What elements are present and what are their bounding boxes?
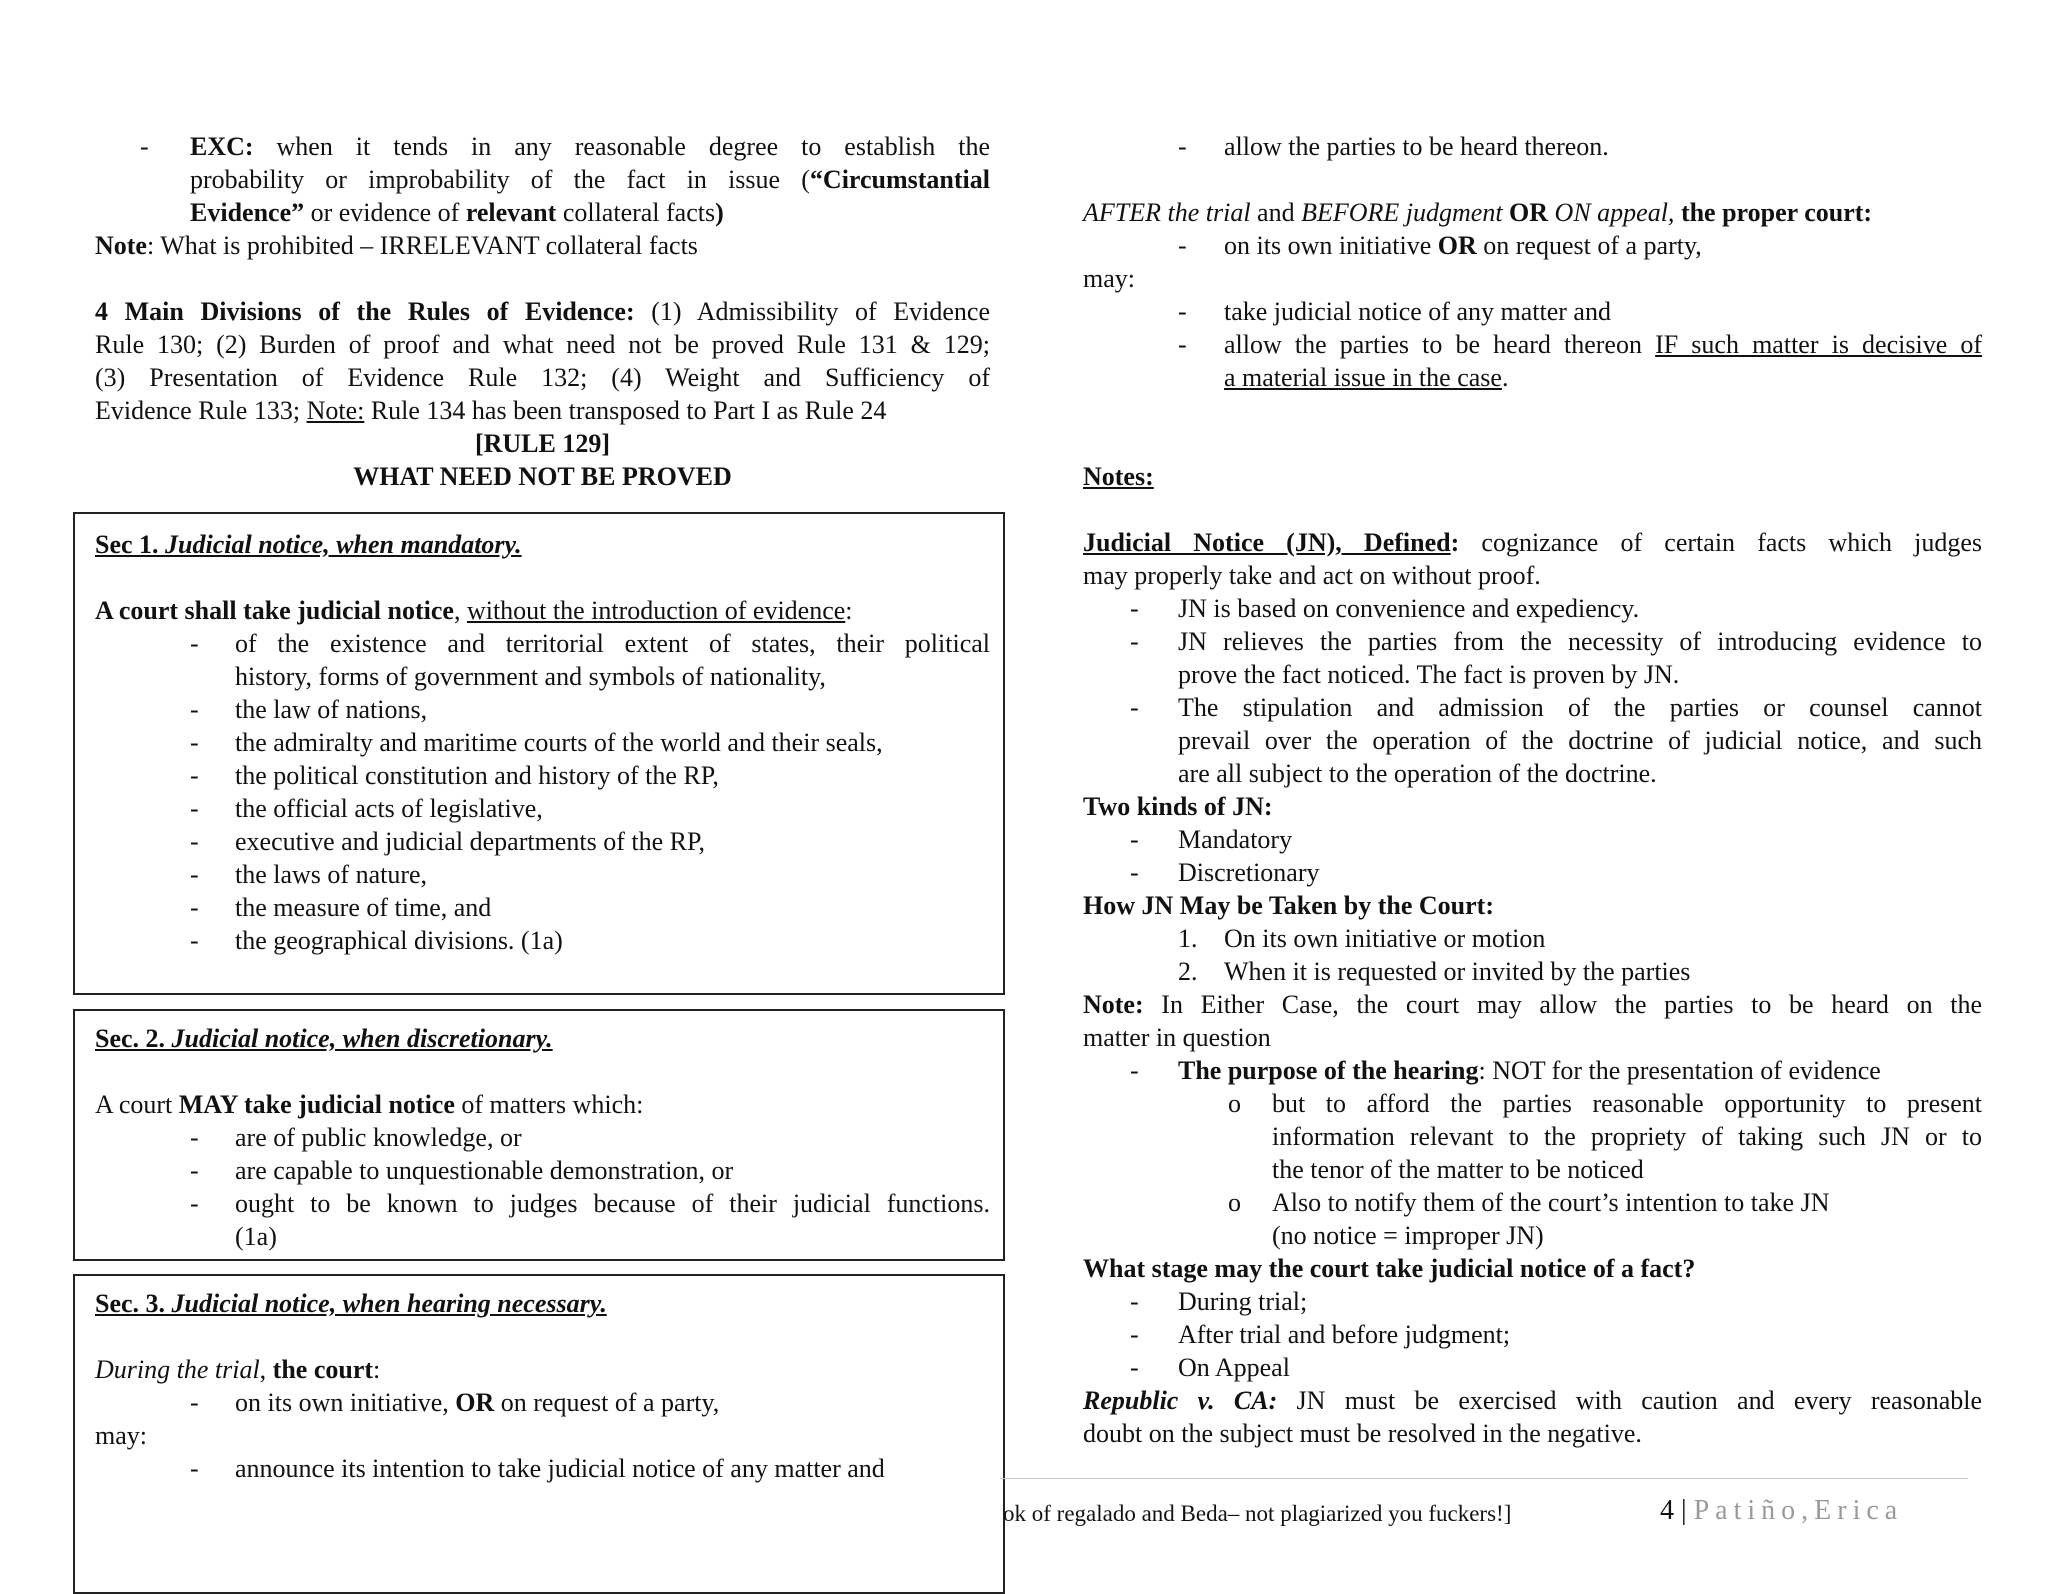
bullet-dash: - [1130,1056,1139,1085]
list-item: On Appeal [1178,1353,1290,1382]
bullet-dash: - [1178,297,1187,326]
list-item: the admiralty and maritime courts of the world and their seals, [235,728,883,757]
sec1-number: Sec 1. [95,530,166,559]
sec3-item1-c: on request of a party, [494,1388,720,1417]
exc-text-2: probability or improbability of the fact in issue ( [190,165,810,194]
list-item: JN is based on convenience and expediency. [1178,594,1640,623]
exc-relevant: relevant [465,198,557,227]
after-a: AFTER the trial [1083,198,1251,227]
list-item: the political constitution and history of the RP, [235,761,719,790]
bullet-dash: - [190,761,199,790]
purpose-text: : NOT for the presentation of evidence [1478,1056,1881,1085]
list-item: are capable to unquestionable demonstration, or [235,1156,734,1185]
list-item: (1a) [235,1222,277,1251]
rule-title: WHAT NEED NOT BE PROVED [353,462,732,491]
list-item: are all subject to the operation of the doctrine. [1178,759,1657,788]
sec1-intro-colon: : [845,596,853,625]
bullet-dash: - [1130,858,1139,887]
bullet-dash: - [190,1189,199,1218]
list-item: allow the parties to be heard thereon. [1224,132,1609,161]
how-heading: How JN May be Taken by the Court: [1083,891,1494,920]
list-item: executive and judicial departments of the RP, [235,827,706,856]
jn-def-colon: : [1450,528,1460,557]
sec3-title [95,1287,607,1320]
bullet-dash: - [1130,1287,1139,1316]
sec1-heading: Judicial notice, when mandatory. [165,530,522,559]
stage-heading: What stage may the court take judicial notice of a fact? [1083,1254,1696,1283]
may-label: may: [1083,264,1135,293]
sub-list-item: Also to notify them of the court’s intention to take JN [1272,1188,1830,1217]
list-item: After trial and before judgment; [1178,1320,1511,1349]
bullet-dash: - [190,629,199,658]
list-item: JN relieves the parties from the necessity of introducing evidence to [1178,627,1982,656]
sec3-intro-bold: the court [272,1355,374,1384]
bullet-dash: - [1130,1320,1139,1349]
list-item [235,1386,719,1419]
footer-rule [1000,1478,1968,1479]
sec3-may: may: [95,1421,147,1450]
list-item [1178,1054,1881,1087]
list-item [1224,361,1508,394]
list-item: the law of nations, [235,695,428,724]
list-item: The stipulation and admission of the parties or counsel cannot [1178,693,1982,722]
after-trial-line [1083,196,1872,229]
list-item: On its own initiative or motion [1224,924,1546,953]
kinds-heading: Two kinds of JN: [1083,792,1273,821]
exc-circumstantial: “Circumstantial [809,165,990,194]
bullet-dash: - [1178,132,1187,161]
list-item: ought to be known to judges because of their judicial functions. [235,1189,990,1218]
divisions-text-1: (1) Admissibility of Evidence [634,297,991,326]
jn-def-text-1: cognizance of certain facts which judges [1459,528,1983,557]
footer-page [1660,1494,1903,1527]
list-item: Mandatory [1178,825,1293,854]
may-item2-b: IF such matter is decisive of [1655,330,1983,359]
sec3-intro-italic: During the trial [95,1355,260,1384]
sec3-box [73,1274,1005,1594]
note-text: : What is prohibited – IRRELEVANT collateral facts [146,231,698,260]
sec2-intro-c: of matters which: [454,1090,644,1119]
sec2-title [95,1022,553,1055]
sec2-number: Sec. 2. [95,1024,172,1053]
page-number: 4 [1660,1495,1674,1526]
list-number: 2. [1178,957,1198,986]
jn-def-line-1 [1083,526,1982,559]
list-item: of the existence and territorial extent of states, their political [235,629,990,658]
list-item: announce its intention to take judicial notice of any matter and [235,1454,885,1483]
divisions-text-5: Rule 134 has been transposed to Part I as Rule 24 [364,396,887,425]
after-item-or: OR [1437,231,1477,260]
bullet-dash: - [190,1388,199,1417]
list-item [1224,328,1982,361]
exc-line-3 [190,196,724,229]
bullet-dash: - [1130,1353,1139,1382]
after-item-a: on its own initiative [1224,231,1438,260]
exc-text-4: collateral facts [556,198,716,227]
divisions-label: 4 Main Divisions of the Rules of Evidence: [95,297,635,326]
author-name: Patiño,Erica [1693,1495,1904,1526]
exc-close: ) [715,198,724,227]
sub-list-item: (no notice = improper JN) [1272,1221,1544,1250]
bullet-circle: o [1228,1089,1241,1118]
sec1-intro-comma: , [453,596,467,625]
note-line-2: matter in question [1083,1023,1271,1052]
list-item: During trial; [1178,1287,1308,1316]
divisions-line-4 [95,394,886,427]
sec1-intro-bold: A court shall take judicial notice [95,596,454,625]
list-item: prove the fact noticed. The fact is proven by JN. [1178,660,1680,689]
footer-text: ok of regalado and Beda– not plagiarized you fuckers!] [1003,1501,1512,1526]
bullet-dash: - [1130,825,1139,854]
bullet-dash: - [190,926,199,955]
bullet-dash: - [1130,627,1139,656]
bullet-dash: - [190,827,199,856]
note-label: Note [95,231,147,260]
after-b: and [1250,198,1302,227]
bullet-dash: - [190,893,199,922]
sec2-intro-a: A court [95,1090,179,1119]
list-item: the measure of time, and [235,893,492,922]
jn-def-label: Judicial Notice (JN), Defined [1083,528,1451,557]
after-e: ON appeal, [1554,198,1675,227]
list-item [1224,229,1702,262]
right-note-text-1: In Either Case, the court may allow the parties to be heard on the [1143,990,1982,1019]
exc-text-1: when it tends in any reasonable degree to establish the [276,132,991,161]
republic-line-1 [1083,1384,1982,1417]
may-item2-d: . [1501,363,1509,392]
after-d: OR [1502,198,1555,227]
bullet-dash: - [190,794,199,823]
exc-line-2 [190,163,990,196]
note-line-1 [1083,988,1982,1021]
after-item-c: on request of a party, [1476,231,1702,260]
divisions-note-label: Note: [306,396,365,425]
exc-text-3: or evidence of [304,198,466,227]
bullet-dash: - [190,1123,199,1152]
may-item2-c: a material issue in the case [1224,363,1502,392]
divisions-line-3: (3) Presentation of Evidence Rule 132; (4) Weight and Sufficiency of [95,363,990,392]
list-item: Discretionary [1178,858,1320,887]
sec3-intro-colon: : [373,1355,381,1384]
sec1-intro [95,594,853,627]
after-f: the proper court: [1674,198,1873,227]
bullet-dash: - [1130,594,1139,623]
list-item: history, forms of government and symbols of nationality, [235,662,826,691]
jn-def-line-2: may properly take and act on without proof. [1083,561,1541,590]
sec2-intro-bold: MAY take judicial notice [178,1090,455,1119]
divisions-line-1 [95,295,990,328]
list-item: the geographical divisions. (1a) [235,926,563,955]
sec3-item1-or: OR [455,1388,495,1417]
bullet-dash: - [140,132,149,161]
list-item: take judicial notice of any matter and [1224,297,1611,326]
sub-list-item: information relevant to the propriety of taking such JN or to [1272,1122,1982,1151]
bullet-dash: - [1130,693,1139,722]
bullet-dash: - [190,1454,199,1483]
divisions-text-4: Evidence Rule 133; [95,396,307,425]
bullet-dash: - [190,1156,199,1185]
right-note-label: Note: [1083,990,1144,1019]
exc-line-1 [190,130,990,163]
sec1-title [95,528,522,561]
bullet-dash: - [190,728,199,757]
bullet-dash: - [1178,330,1187,359]
sub-list-item: but to afford the parties reasonable opportunity to present [1272,1089,1982,1118]
sec1-intro-underlined: without the introduction of evidence [466,596,846,625]
list-number: 1. [1178,924,1198,953]
page-separator: | [1681,1495,1687,1526]
exc-label: EXC: [190,132,254,161]
prohibited-note [95,229,698,262]
purpose-label: The purpose of the hearing [1178,1056,1479,1085]
republic-line-2: doubt on the subject must be resolved in the negative. [1083,1419,1642,1448]
may-item2-a: allow the parties to be heard thereon [1224,330,1656,359]
notes-label: Notes: [1083,462,1154,491]
exc-evidence: Evidence” [190,198,305,227]
sec3-intro [95,1353,380,1386]
sec3-heading: Judicial notice, when hearing necessary. [171,1289,607,1318]
list-item: the official acts of legislative, [235,794,543,823]
after-c: BEFORE judgment [1301,198,1503,227]
bullet-dash: - [1178,231,1187,260]
bullet-dash: - [190,695,199,724]
list-item: the laws of nature, [235,860,428,889]
notes-heading [1083,460,1154,493]
republic-label: Republic v. CA: [1083,1386,1278,1415]
divisions-line-2: Rule 130; (2) Burden of proof and what need not be proved Rule 131 & 129; [95,330,990,359]
sec3-intro-comma: , [259,1355,273,1384]
list-item: prevail over the operation of the doctrine of judicial notice, and such [1178,726,1982,755]
sub-list-item: the tenor of the matter to be noticed [1272,1155,1644,1184]
bullet-dash: - [190,860,199,889]
list-item: When it is requested or invited by the parties [1224,957,1691,986]
republic-text-1: JN must be exercised with caution and every reasonable [1277,1386,1982,1415]
rule-heading: [RULE 129] [474,429,611,458]
sec2-intro [95,1088,643,1121]
sec3-item1-a: on its own initiative, [235,1388,456,1417]
bullet-circle: o [1228,1188,1241,1217]
list-item: are of public knowledge, or [235,1123,522,1152]
sec2-heading: Judicial notice, when discretionary. [171,1024,553,1053]
sec3-number: Sec. 3. [95,1289,172,1318]
